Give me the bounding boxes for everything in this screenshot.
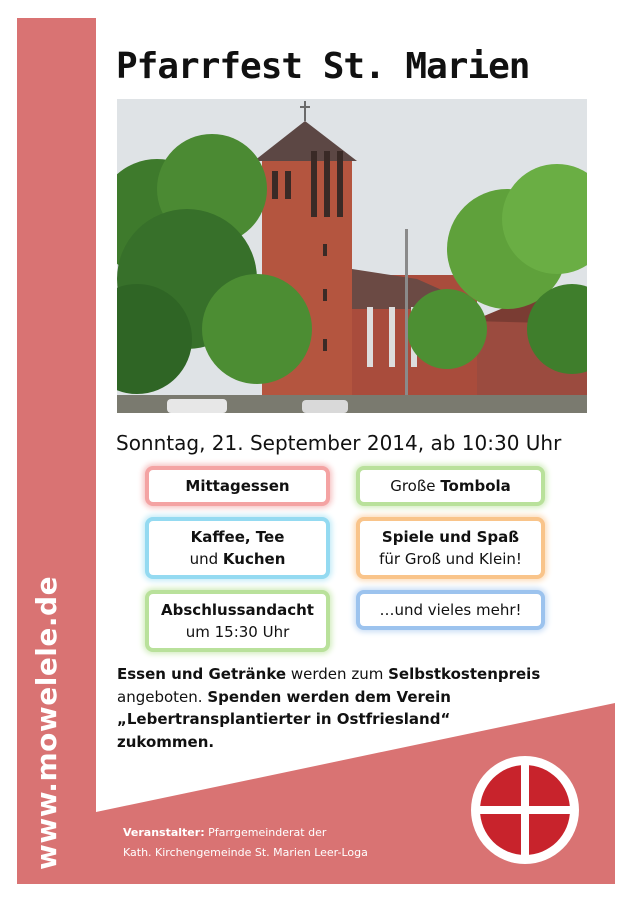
page-title: Pfarrfest St. Marien (116, 46, 530, 87)
box-spiele (356, 517, 545, 579)
para-line2-normal: angeboten. (117, 687, 203, 706)
spiele-line2: für Groß und Klein! (379, 550, 522, 568)
vertical-website-url: www.mowelele.de (30, 575, 63, 870)
box-tombola (356, 466, 545, 506)
organizer-footer (123, 823, 368, 863)
kaffee-line2-bold: Kuchen (222, 550, 286, 568)
kaffee-line2 (190, 548, 286, 570)
box-mittagessen (145, 466, 330, 506)
para-line1-normal: werden zum (290, 665, 384, 683)
box-andacht (145, 590, 330, 652)
para-line1-bold2: Selbstkostenpreis (388, 665, 541, 683)
para-line1-bold: Essen und Getränke (117, 665, 287, 683)
para-line2-bold: Spenden werden dem Verein (207, 687, 451, 706)
event-date: Sonntag, 21. September 2014, ab 10:30 Uhr (116, 431, 562, 455)
box-mehr (356, 590, 545, 630)
mehr-label: …und vieles mehr! (379, 601, 522, 619)
info-paragraph (117, 663, 557, 753)
organizer-line1: Pfarrgemeinderat der (208, 826, 327, 839)
spiele-line1: Spiele und Spaß (381, 528, 520, 546)
andacht-line1: Abschlussandacht (161, 601, 314, 619)
box-kaffee (145, 517, 330, 579)
tombola-bold: Tombola (440, 477, 511, 495)
kaffee-line2-pre: und (189, 550, 219, 568)
tombola-label (390, 475, 511, 497)
cross-circle-logo-icon (470, 755, 580, 865)
para-line4-bold: zukommen. (117, 732, 215, 751)
organizer-label: Veranstalter: (123, 826, 205, 839)
church-photo (117, 99, 587, 413)
andacht-line2: um 15:30 Uhr (185, 623, 290, 641)
mittagessen-label: Mittagessen (185, 477, 290, 495)
organizer-line2: Kath. Kirchengemeinde St. Marien Leer-Loga (123, 846, 368, 859)
kaffee-line1: Kaffee, Tee (190, 528, 285, 546)
para-line3-bold: „Lebertransplantierter in Ostfriesland“ (117, 710, 451, 728)
tombola-pre: Große (390, 477, 436, 495)
